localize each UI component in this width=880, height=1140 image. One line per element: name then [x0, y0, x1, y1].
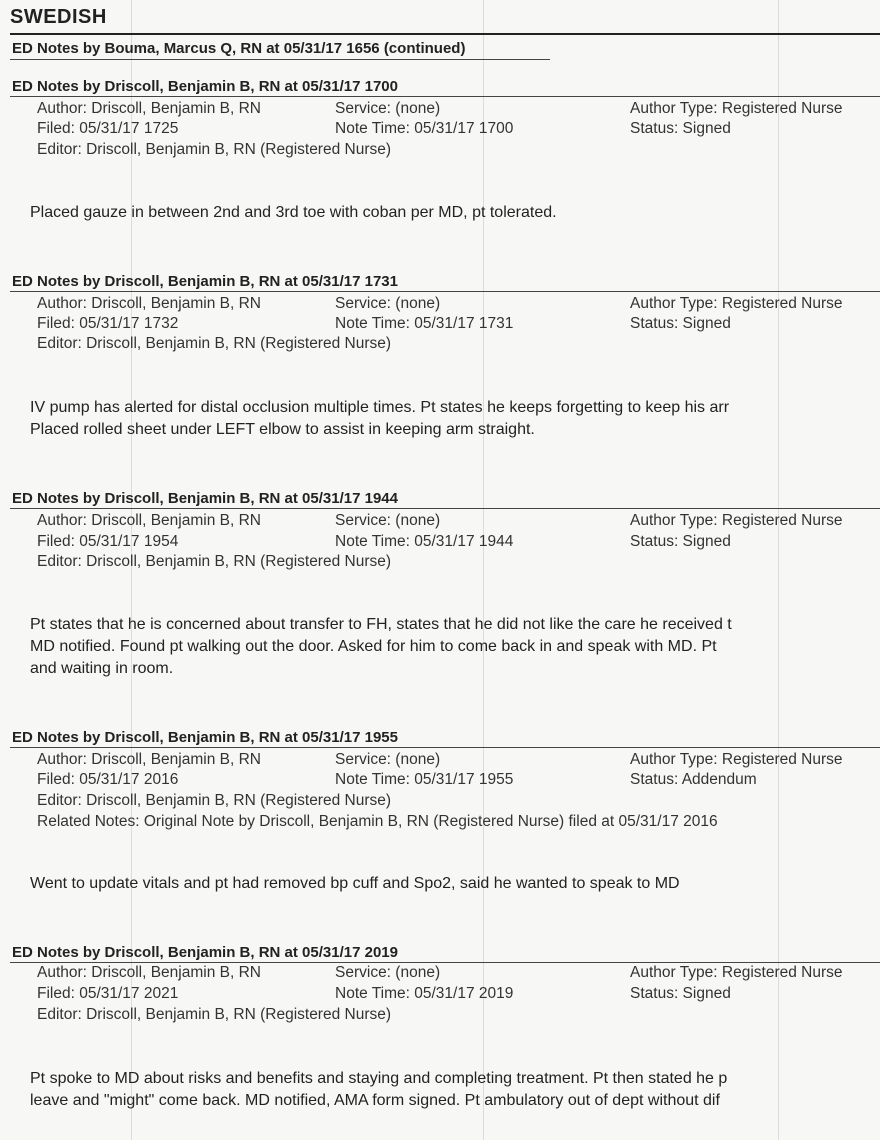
note-author: Author: Driscoll, Benjamin B, RN	[37, 964, 261, 981]
note-header: ED Notes by Driscoll, Benjamin B, RN at 05/31/17 1955	[12, 729, 398, 746]
note-service: Service: (none)	[335, 295, 441, 312]
note-editor: Editor: Driscoll, Benjamin B, RN (Registered Nurse)	[37, 335, 392, 352]
note-editor: Editor: Driscoll, Benjamin B, RN (Registered Nurse)	[37, 792, 392, 809]
note-time: Note Time: 05/31/17 1944	[335, 533, 514, 550]
note-author: Author: Driscoll, Benjamin B, RN	[37, 751, 261, 768]
note-header-rule	[10, 508, 880, 509]
continued-header-rule	[10, 59, 550, 60]
note-author-type: Author Type: Registered Nurse	[630, 100, 843, 117]
note-author-type: Author Type: Registered Nurse	[630, 964, 843, 981]
note-time: Note Time: 05/31/17 2019	[335, 985, 514, 1002]
note-header-rule	[10, 96, 880, 97]
note-status: Status: Signed	[630, 985, 731, 1002]
note-status: Status: Signed	[630, 120, 731, 137]
note-filed: Filed: 05/31/17 2021	[37, 985, 179, 1002]
note-status: Status: Addendum	[630, 771, 757, 788]
note-body-line: MD notified. Found pt walking out the door. Asked for him to come back in and speak with MD. Pt	[30, 638, 717, 655]
note-time: Note Time: 05/31/17 1731	[335, 315, 514, 332]
scan-line	[483, 0, 484, 1140]
note-body-line: and waiting in room.	[30, 660, 174, 677]
note-header: ED Notes by Driscoll, Benjamin B, RN at 05/31/17 2019	[12, 944, 398, 961]
note-header: ED Notes by Driscoll, Benjamin B, RN at 05/31/17 1731	[12, 273, 398, 290]
header-rule	[10, 33, 880, 35]
note-related-notes: Related Notes: Original Note by Driscoll, Benjamin B, RN (Registered Nurse) filed at 05/31/17 2016	[37, 813, 718, 830]
note-filed: Filed: 05/31/17 1954	[37, 533, 179, 550]
note-filed: Filed: 05/31/17 2016	[37, 771, 179, 788]
organization-name: SWEDISH	[10, 6, 107, 28]
note-status: Status: Signed	[630, 315, 731, 332]
note-time: Note Time: 05/31/17 1700	[335, 120, 514, 137]
note-editor: Editor: Driscoll, Benjamin B, RN (Registered Nurse)	[37, 553, 392, 570]
note-author-type: Author Type: Registered Nurse	[630, 512, 843, 529]
note-body-line: Placed rolled sheet under LEFT elbow to assist in keeping arm straight.	[30, 421, 535, 438]
note-author: Author: Driscoll, Benjamin B, RN	[37, 295, 261, 312]
note-author-type: Author Type: Registered Nurse	[630, 295, 843, 312]
note-time: Note Time: 05/31/17 1955	[335, 771, 514, 788]
note-editor: Editor: Driscoll, Benjamin B, RN (Registered Nurse)	[37, 1006, 392, 1023]
note-header-rule	[10, 747, 880, 748]
note-header: ED Notes by Driscoll, Benjamin B, RN at 05/31/17 1700	[12, 78, 398, 95]
note-body-line: leave and "might" come back. MD notified, AMA form signed. Pt ambulatory out of dept without dif	[30, 1092, 720, 1109]
note-author: Author: Driscoll, Benjamin B, RN	[37, 100, 261, 117]
note-body-line: Pt states that he is concerned about transfer to FH, states that he did not like the care he received t	[30, 616, 732, 633]
note-author-type: Author Type: Registered Nurse	[630, 751, 843, 768]
note-service: Service: (none)	[335, 512, 441, 529]
note-body-line: Placed gauze in between 2nd and 3rd toe with coban per MD, pt tolerated.	[30, 204, 557, 221]
note-status: Status: Signed	[630, 533, 731, 550]
note-body-line: Went to update vitals and pt had removed bp cuff and Spo2, said he wanted to speak to MD	[30, 875, 680, 892]
note-filed: Filed: 05/31/17 1725	[37, 120, 179, 137]
note-header-rule	[10, 962, 880, 963]
note-service: Service: (none)	[335, 100, 441, 117]
note-header-rule	[10, 291, 880, 292]
note-author: Author: Driscoll, Benjamin B, RN	[37, 512, 261, 529]
note-filed: Filed: 05/31/17 1732	[37, 315, 179, 332]
note-service: Service: (none)	[335, 964, 441, 981]
continued-note-header: ED Notes by Bouma, Marcus Q, RN at 05/31/17 1656 (continued)	[12, 40, 466, 57]
note-header: ED Notes by Driscoll, Benjamin B, RN at 05/31/17 1944	[12, 490, 398, 507]
note-editor: Editor: Driscoll, Benjamin B, RN (Registered Nurse)	[37, 141, 392, 158]
note-body-line: Pt spoke to MD about risks and benefits and staying and completing treatment. Pt then stated he p	[30, 1070, 728, 1087]
note-body-line: IV pump has alerted for distal occlusion multiple times. Pt states he keeps forgetting to keep his arr	[30, 399, 730, 416]
note-service: Service: (none)	[335, 751, 441, 768]
